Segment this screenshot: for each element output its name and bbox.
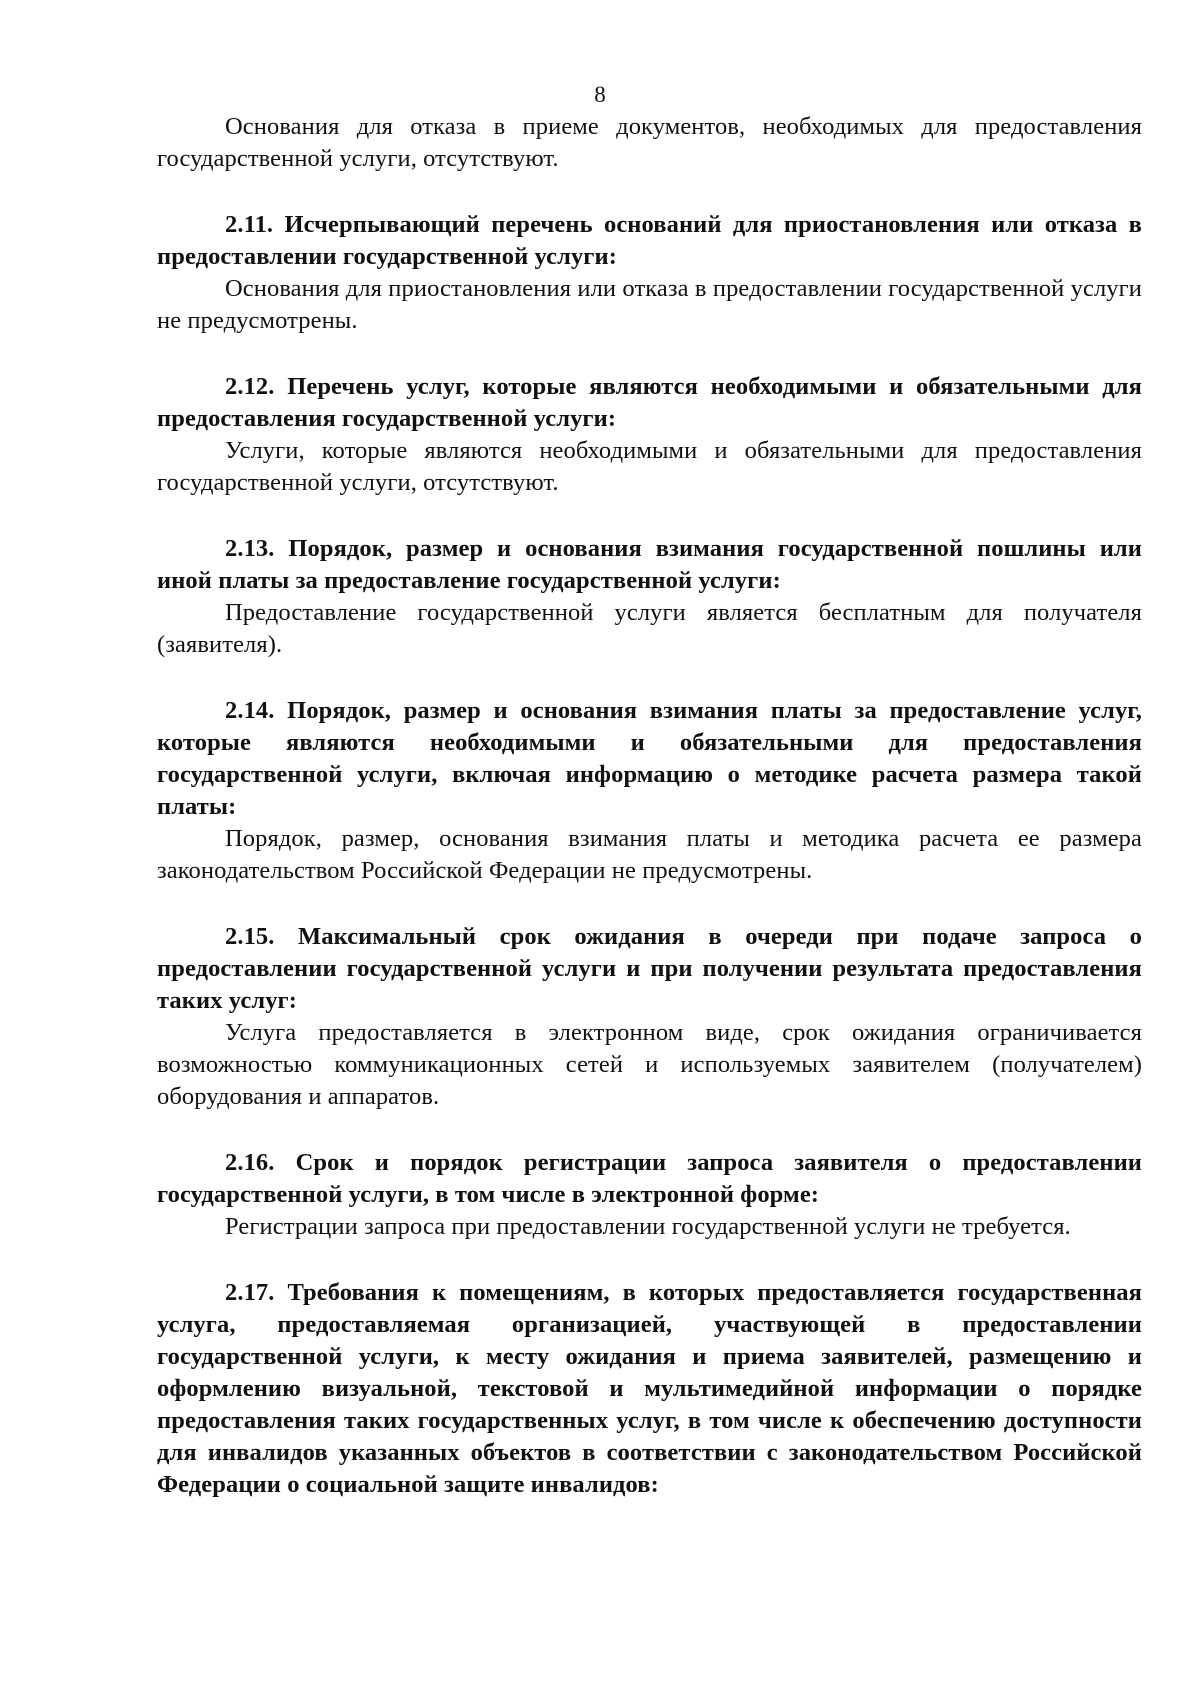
section-2-13: [157, 533, 1142, 661]
section-heading: 2.14. Порядок, размер и основания взимания платы за предоставление услуг, которые являются необходимыми и обязательными для предоставления государственной услуги, включая информацию о методике расчета размера такой платы:: [157, 697, 1142, 820]
section-2-11: [157, 209, 1142, 337]
section-2-15: [157, 921, 1142, 1113]
section-2-16: [157, 1147, 1142, 1243]
section-heading: 2.12. Перечень услуг, которые являются необходимыми и обязательными для предоставления государственной услуги:: [157, 373, 1142, 432]
section-body: Регистрации запроса при предоставлении государственной услуги не требуется.: [225, 1213, 1071, 1240]
section-body: Основания для приостановления или отказа в предоставлении государственной услуги не предусмотрены.: [157, 275, 1142, 334]
section-body: Услуга предоставляется в электронном виде, срок ожидания ограничивается возможностью коммуникационных сетей и используемых заявителем (получателем) оборудования и аппаратов.: [157, 1019, 1142, 1110]
page-number: 8: [594, 82, 606, 107]
section-2-12: [157, 371, 1142, 499]
section-body: Порядок, размер, основания взимания платы и методика расчета ее размера законодательством Российской Федерации не предусмотрены.: [157, 825, 1142, 884]
section-body: Предоставление государственной услуги является бесплатным для получателя (заявителя).: [157, 599, 1142, 658]
section-heading: 2.15. Максимальный срок ожидания в очереди при подаче запроса о предоставлении государственной услуги и при получении результата предоставления таких услуг:: [157, 923, 1142, 1014]
section-heading: 2.16. Срок и порядок регистрации запроса заявителя о предоставлении государственной услуги, в том числе в электронной форме:: [157, 1149, 1142, 1208]
section-2-17: [157, 1277, 1142, 1501]
intro-paragraph: Основания для отказа в приеме документов, необходимых для предоставления государственной услуги, отсутствуют.: [157, 113, 1142, 172]
section-heading: 2.13. Порядок, размер и основания взимания государственной пошлины или иной платы за предоставление государственной услуги:: [157, 535, 1142, 594]
section-2-14: [157, 695, 1142, 887]
document-content: [157, 111, 1142, 1501]
section-heading: 2.11. Исчерпывающий перечень оснований для приостановления или отказа в предоставлении государственной услуги:: [157, 211, 1142, 270]
section-heading: 2.17. Требования к помещениям, в которых предоставляется государственная услуга, предоставляемая организацией, участвующей в предоставлении государственной услуги, к месту ожидания и приема заявителей, размещению и оформлению визуальной, текстовой и мультимедийной информации о порядке предоставления таких государственных услуг, в том числе к обеспечению доступности для инвалидов указанных объектов в соответствии с законодательством Российской Федерации о социальной защите инвалидов:: [157, 1279, 1142, 1498]
section-body: Услуги, которые являются необходимыми и обязательными для предоставления государственной услуги, отсутствуют.: [157, 437, 1142, 496]
